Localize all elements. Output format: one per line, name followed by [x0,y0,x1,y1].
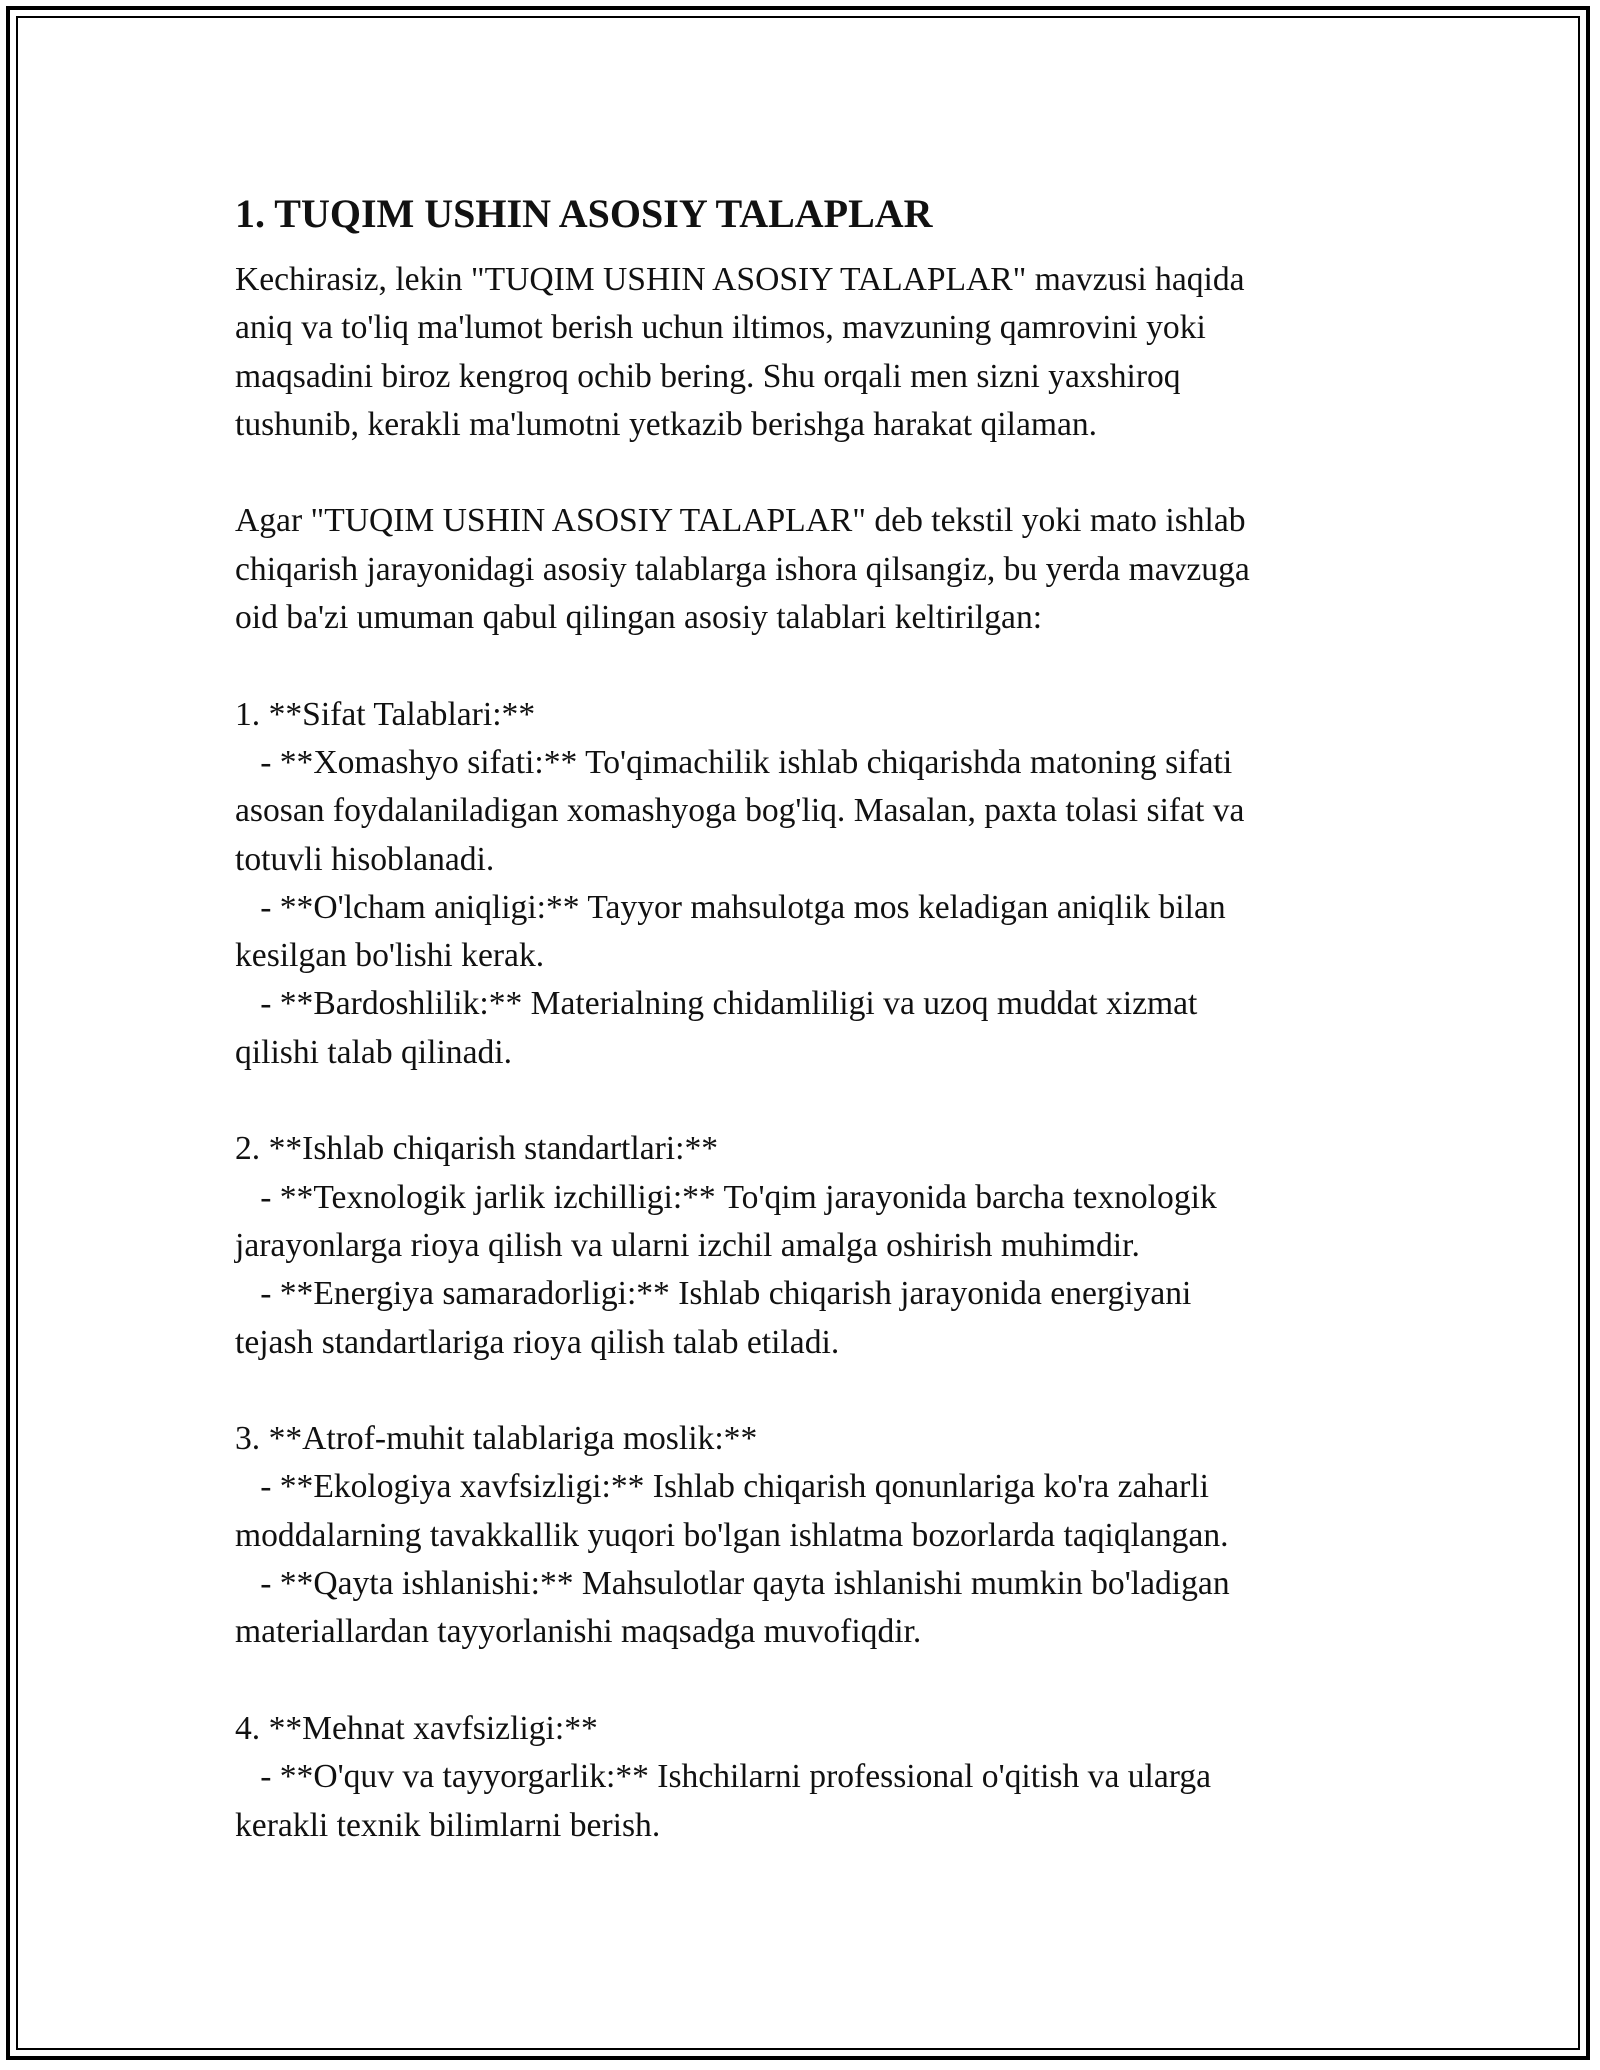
document-body: Kechirasiz, lekin "TUQIM USHIN ASOSIY TALAPLAR" mavzusi haqida aniq va to'liq ma'lumot berish uchun iltimos, mavzuning qamrovini yoki maqsadini biroz kengroq ochib bering. Shu orqali men sizni yaxshiroq tushunib, kerakli ma'lumotni yetkazib berishga harakat qilaman. Agar "TUQIM USHIN ASOSIY TALAPLAR" deb tekstil yoki mato ishlab chiqarish jarayonidagi asosiy talablarga ishora qilsangiz, bu yerda mavzuga oid ba'zi umuman qabul qilingan asosiy talablari keltirilgan: 1. **Sifat Talablari:** - **Xomashyo sifati:** To'qimachilik ishlab chiqarishda matoning sifati asosan foydalaniladigan xomashyoga bog'liq. Masalan, paxta tolasi sifat va totuvli hisoblanadi. - **O'lcham aniqligi:** Tayyor mahsulotga mos keladigan aniqlik bilan kesilgan bo'lishi kerak. - **Bardoshlilik:** Materialning chidamliligi va uzoq muddat xizmat qilishi talab qilinadi. 2. **Ishlab chiqarish standartlari:** - **Texnologik jarlik izchilligi:** To'qim jarayonida barcha texnologik jarayonlarga rioya qilish va ularni izchil amalga oshirish muhimdir. - **Energiya samaradorligi:** Ishlab chiqarish jarayonida energiyani tejash standartlariga rioya qilish talab etiladi. 3. **Atrof-muhit talablariga moslik:** - **Ekologiya xavfsizligi:** Ishlab chiqarish qonunlariga ko'ra zaharli moddalarning tavakkallik yuqori bo'lgan ishlatma bozorlarda taqiqlangan. - **Qayta ishlanishi:** Mahsulotlar qayta ishlanishi mumkin bo'ladigan materiallardan tayyorlanishi maqsadga muvofiqdir. 4. **Mehnat xavfsizligi:** - **O'quv va tayyorgarlik:** Ishchilarni professional o'qitish va ularga kerakli texnik bilimlarni berish. [235,261,1250,1844]
document-heading: 1. TUQIM USHIN ASOSIY TALAPLAR [235,191,933,236]
document-content [235,186,1365,1850]
